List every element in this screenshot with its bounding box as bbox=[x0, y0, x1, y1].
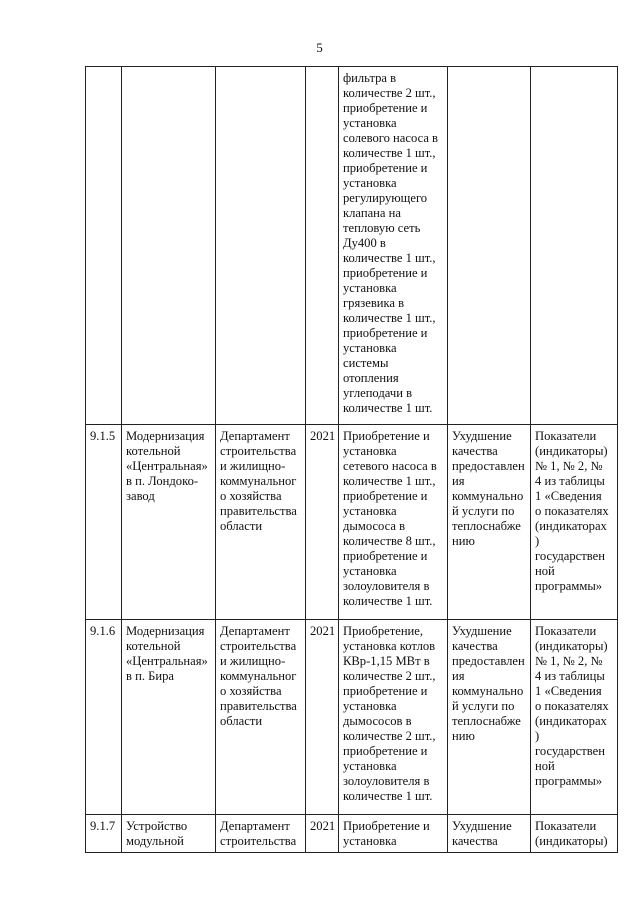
cell-number bbox=[86, 67, 122, 425]
cell-indicators: Показатели (индикаторы) bbox=[531, 815, 618, 853]
table-row-9-1-5 bbox=[86, 425, 618, 620]
cell-consequence: Ухудшение качества bbox=[448, 815, 531, 853]
cell-consequence: Ухудшение качества предоставлен ия коммунально й услуги по теплоснабже нию bbox=[448, 425, 531, 620]
cell-indicators bbox=[531, 67, 618, 425]
cell-object: Устройство модульной bbox=[122, 815, 216, 853]
cell-consequence bbox=[448, 67, 531, 425]
cell-object bbox=[122, 67, 216, 425]
cell-measures: фильтра в количестве 2 шт., приобретение и установка солевого насоса в количестве 1 шт., приобретение и установка регулирующего клапана на тепловую сеть Ду400 в количестве 1 шт., приобретение и установка грязевика в количестве 1 шт., приобретение и установка системы отопления углеподачи в количестве 1 шт. bbox=[339, 67, 448, 425]
cell-object: Модернизация котельной «Центральная» в п. Бира bbox=[122, 620, 216, 815]
cell-year: 2021 bbox=[306, 815, 339, 853]
cell-executor: Департамент строительства и жилищно- коммунальног о хозяйства правительства области bbox=[216, 425, 306, 620]
measures-table bbox=[85, 66, 618, 853]
cell-year: 2021 bbox=[306, 620, 339, 815]
cell-object: Модернизация котельной «Центральная» в п. Лондоко- завод bbox=[122, 425, 216, 620]
cell-executor: Департамент строительства и жилищно- коммунальног о хозяйства правительства области bbox=[216, 620, 306, 815]
cell-measures: Приобретение, установка котлов КВр-1,15 МВт в количестве 2 шт., приобретение и установка дымососов в количестве 2 шт., приобретение и установка золоуловителя в количестве 1 шт. bbox=[339, 620, 448, 815]
cell-measures: Приобретение и установка сетевого насоса в количестве 1 шт., приобретение и установка дымососа в количестве 8 шт., приобретение и установка золоуловителя в количестве 1 шт. bbox=[339, 425, 448, 620]
table-row-9-1-7 bbox=[86, 815, 618, 853]
cell-year bbox=[306, 67, 339, 425]
cell-number: 9.1.5 bbox=[86, 425, 122, 620]
cell-executor bbox=[216, 67, 306, 425]
cell-executor: Департамент строительства bbox=[216, 815, 306, 853]
cell-consequence: Ухудшение качества предоставлен ия коммунально й услуги по теплоснабже нию bbox=[448, 620, 531, 815]
table-row-continuation bbox=[86, 67, 618, 425]
page-number: 5 bbox=[316, 40, 323, 55]
cell-measures: Приобретение и установка bbox=[339, 815, 448, 853]
table-row-9-1-6 bbox=[86, 620, 618, 815]
cell-indicators: Показатели (индикаторы) № 1, № 2, № 4 из таблицы 1 «Сведения о показателях (индикаторах ) государствен ной программы» bbox=[531, 425, 618, 620]
cell-number: 9.1.6 bbox=[86, 620, 122, 815]
cell-number: 9.1.7 bbox=[86, 815, 122, 853]
cell-indicators: Показатели (индикаторы) № 1, № 2, № 4 из таблицы 1 «Сведения о показателях (индикаторах ) государствен ной программы» bbox=[531, 620, 618, 815]
cell-year: 2021 bbox=[306, 425, 339, 620]
